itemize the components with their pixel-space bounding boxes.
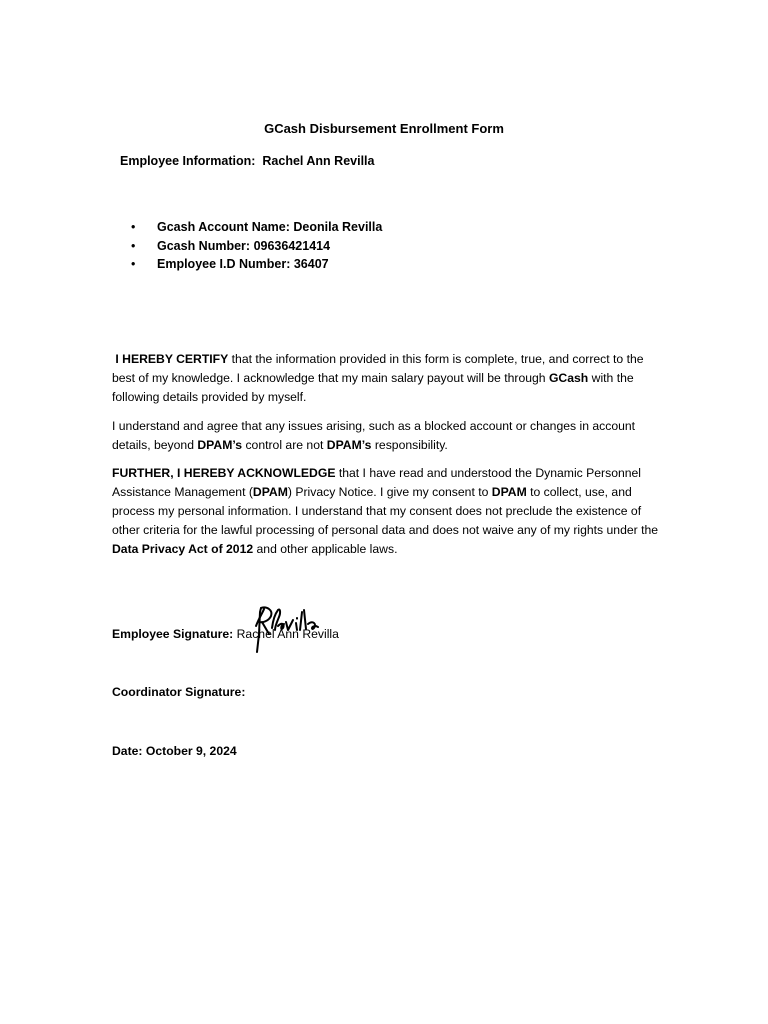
paragraph-text: I understand and agree that any issues arising, such as a blocked account or changes in account details, beyond — [112, 419, 636, 452]
bullet-icon: • — [131, 257, 136, 271]
paragraph-text: responsibility. — [371, 438, 448, 452]
date-line — [112, 744, 237, 758]
gcash-emphasis: GCash — [548, 371, 589, 385]
list-item-account-name — [131, 218, 382, 237]
bullet-icon: • — [131, 220, 136, 234]
date-value: October 9, 2024 — [145, 744, 237, 758]
dpam-emphasis: DPAM’s — [326, 438, 372, 452]
employee-signature-label: Employee Signature: — [112, 627, 234, 641]
employee-name: Rachel Ann Revilla — [262, 154, 375, 168]
employee-information — [120, 154, 374, 168]
dpam-emphasis: DPAM — [252, 485, 288, 499]
employee-info-label: Employee Information: — [120, 154, 256, 168]
responsibility-paragraph — [112, 417, 660, 455]
paragraph-text: with the following details provided by myself. — [112, 371, 634, 404]
detail-value: Deonila Revilla — [293, 220, 383, 234]
handwritten-signature — [250, 604, 320, 656]
paragraph-text: that the information provided in this form is complete, true, and correct to the best of my knowledge. I acknowledge that my main salary payout will be through — [112, 352, 644, 385]
paragraph-text: and other applicable laws. — [253, 542, 398, 556]
detail-label: Gcash Number: — [157, 238, 251, 253]
bullet-icon: • — [131, 238, 136, 253]
dpam-emphasis: DPAM’s — [197, 438, 243, 452]
account-details-list — [131, 218, 382, 274]
list-item-gcash-number — [131, 237, 382, 256]
coordinator-signature-label: Coordinator Signature: — [112, 685, 246, 699]
detail-label: Gcash Account Name: — [157, 220, 290, 234]
paragraph-text: to collect, use, and process my personal information. I understand that my consent does not preclude the existence of other criteria for the lawful processing of personal data and does not waive any of my rights under the — [112, 485, 659, 537]
list-item-employee-id — [131, 255, 382, 274]
detail-label: Employee I.D Number: — [157, 257, 291, 271]
paragraph-text: control are not — [242, 438, 327, 452]
paragraph-text: ) Privacy Notice. I give my consent to — [287, 485, 492, 499]
law-emphasis: Data Privacy Act of 2012 — [112, 542, 254, 556]
certify-heading: I HEREBY CERTIFY — [115, 352, 229, 366]
privacy-paragraph — [112, 464, 660, 559]
dpam-emphasis: DPAM — [491, 485, 527, 499]
detail-value: 36407 — [293, 257, 329, 271]
certification-paragraph — [112, 350, 660, 407]
detail-value: 09636421414 — [253, 238, 331, 253]
paragraph-text: that I have read and understood the Dynamic Personnel Assistance Management ( — [112, 466, 642, 499]
employee-signature-name: Rachel Ann Revilla — [236, 627, 339, 641]
date-label: Date: — [112, 744, 143, 758]
acknowledge-heading: FURTHER, I HEREBY ACKNOWLEDGE — [112, 466, 336, 480]
form-title: GCash Disbursement Enrollment Form — [264, 121, 504, 136]
